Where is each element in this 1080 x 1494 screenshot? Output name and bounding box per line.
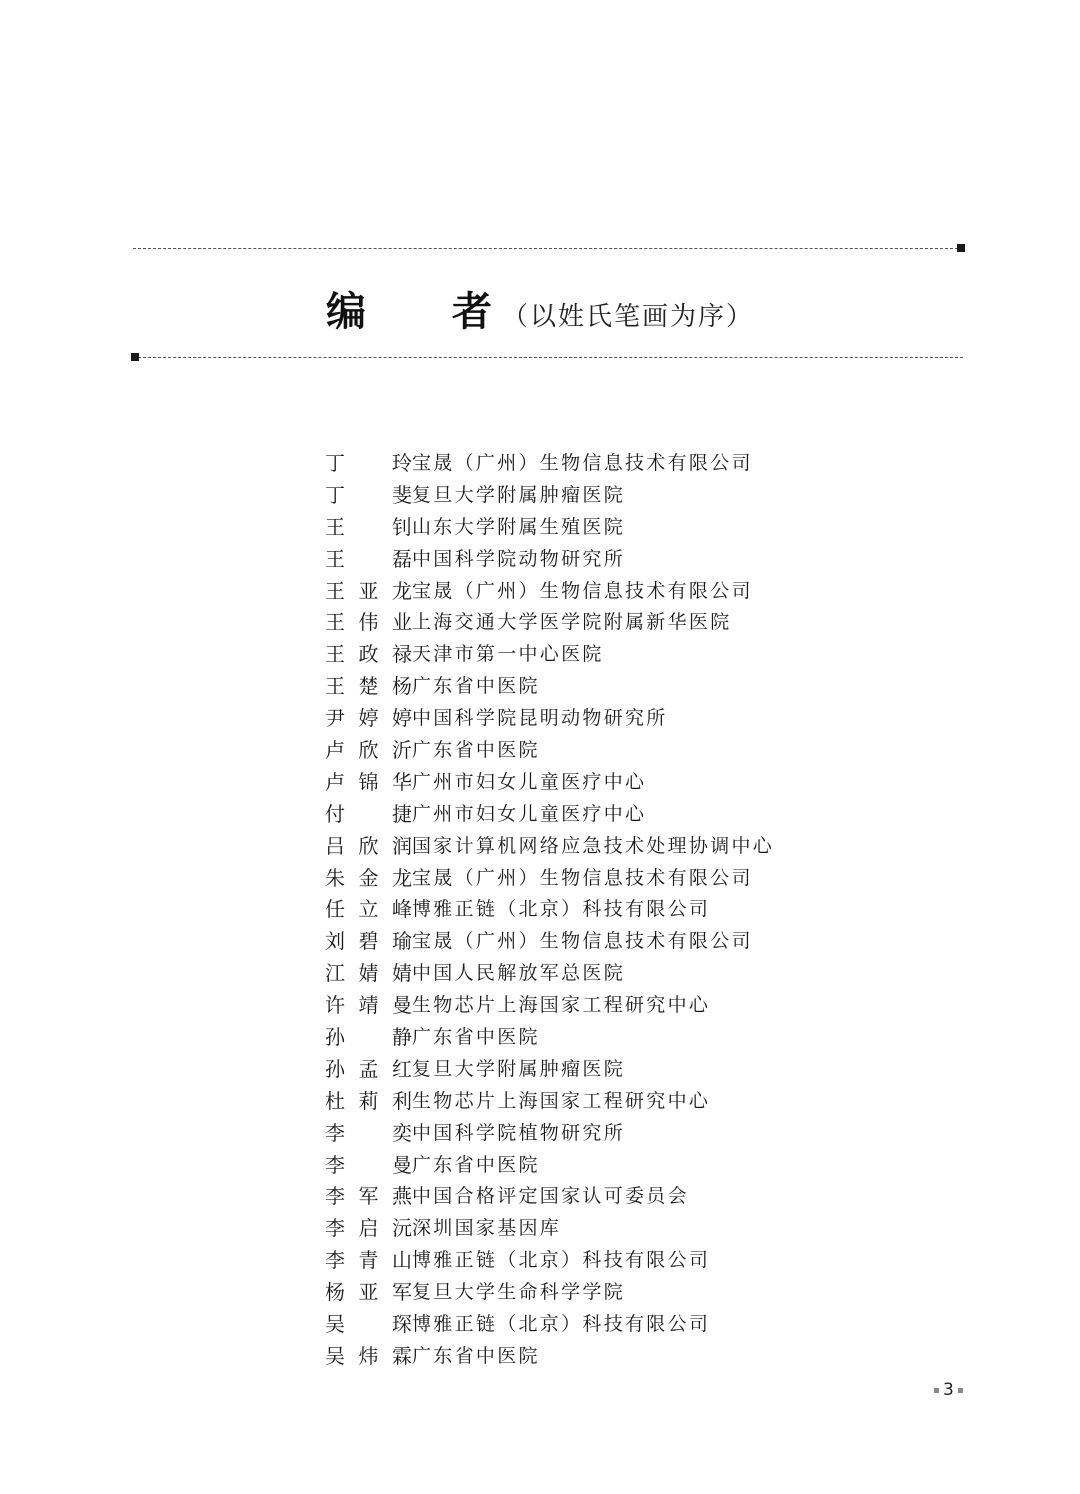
editor-row xyxy=(325,1181,965,1213)
editor-affiliation: 复旦大学附属肿瘤医院 xyxy=(412,1057,626,1080)
editor-name: 王楚杨 xyxy=(325,674,412,699)
editor-row xyxy=(325,831,965,863)
bottom-rule-square-marker xyxy=(131,353,139,361)
editor-name: 杜莉利 xyxy=(325,1088,412,1113)
section-heading xyxy=(0,280,1080,337)
editor-name: 卢欣沂 xyxy=(325,738,412,763)
editor-row xyxy=(325,544,965,576)
editor-affiliation: 中国人民解放军总医院 xyxy=(412,962,626,985)
editor-affiliation: 广东省中医院 xyxy=(412,1153,540,1176)
page-number-right-dot xyxy=(958,1388,963,1393)
editor-affiliation: 生物芯片上海国家工程研究中心 xyxy=(412,1089,711,1112)
editor-name: 李 曼 xyxy=(325,1152,412,1177)
editor-row xyxy=(325,576,965,608)
editor-name: 卢锦华 xyxy=(325,769,412,794)
editor-affiliation: 国家计算机网络应急技术处理协调中心 xyxy=(412,834,775,857)
editor-affiliation: 广州市妇女儿童医疗中心 xyxy=(412,802,647,825)
editor-row xyxy=(325,1054,965,1086)
editor-name: 吴炜霖 xyxy=(325,1343,412,1368)
editor-row xyxy=(325,1086,965,1118)
editor-row xyxy=(325,799,965,831)
editor-row xyxy=(325,1245,965,1277)
editor-name: 王伟业 xyxy=(325,610,412,635)
editor-affiliation: 山东大学附属生殖医院 xyxy=(412,515,626,538)
editor-affiliation: 博雅正链（北京）科技有限公司 xyxy=(412,1313,711,1336)
editor-name: 王政禄 xyxy=(325,642,412,667)
editor-row xyxy=(325,958,965,990)
heading-subtitle: （以姓氏笔画为序） xyxy=(501,302,754,332)
editor-affiliation: 中国科学院昆明动物研究所 xyxy=(412,707,668,730)
editor-row xyxy=(325,1150,965,1182)
heading-title: 编 者 xyxy=(326,289,528,335)
editor-name: 刘碧瑜 xyxy=(325,929,412,954)
editor-name: 朱金龙 xyxy=(325,865,412,890)
editor-affiliation: 复旦大学生命科学学院 xyxy=(412,1281,626,1304)
editor-name: 王 磊 xyxy=(325,546,412,571)
editor-row xyxy=(325,1022,965,1054)
editor-name: 王亚龙 xyxy=(325,578,412,603)
editor-name: 尹婷婷 xyxy=(325,706,412,731)
editor-affiliation: 宝晟（广州）生物信息技术有限公司 xyxy=(412,930,753,953)
editor-name: 吕欣润 xyxy=(325,833,412,858)
editor-row xyxy=(325,671,965,703)
editor-name: 李青山 xyxy=(325,1248,412,1273)
editor-affiliation: 宝晟（广州）生物信息技术有限公司 xyxy=(412,452,753,474)
editor-affiliation: 广东省中医院 xyxy=(412,1344,540,1367)
editor-name: 许靖曼 xyxy=(325,993,412,1018)
editor-name: 王 钊 xyxy=(325,514,412,539)
editor-affiliation: 生物芯片上海国家工程研究中心 xyxy=(412,994,711,1017)
editor-row xyxy=(325,863,965,895)
editor-affiliation: 宝晟（广州）生物信息技术有限公司 xyxy=(412,579,753,602)
editor-row xyxy=(325,607,965,639)
editor-affiliation: 中国科学院动物研究所 xyxy=(412,547,626,570)
editor-name: 丁 玲 xyxy=(325,451,412,475)
editor-affiliation: 中国合格评定国家认可委员会 xyxy=(412,1185,689,1208)
editor-name: 吴 琛 xyxy=(325,1312,412,1337)
editor-row xyxy=(325,639,965,671)
editor-affiliation: 广东省中医院 xyxy=(412,1026,540,1049)
editor-name: 李军燕 xyxy=(325,1184,412,1209)
page-number-left-dot xyxy=(934,1388,939,1393)
editor-name: 杨亚军 xyxy=(325,1280,412,1305)
editor-row xyxy=(325,926,965,958)
editor-affiliation: 中国科学院植物研究所 xyxy=(412,1121,626,1144)
editor-name: 任立峰 xyxy=(325,897,412,922)
editor-row xyxy=(325,735,965,767)
editor-row xyxy=(325,1213,965,1245)
editor-affiliation: 复旦大学附属肿瘤医院 xyxy=(412,483,626,506)
editor-name: 孙 静 xyxy=(325,1025,412,1050)
editor-name: 丁 斐 xyxy=(325,482,412,507)
editor-affiliation: 广东省中医院 xyxy=(412,675,540,698)
editor-name: 付 捷 xyxy=(325,801,412,826)
editor-affiliation: 广东省中医院 xyxy=(412,739,540,762)
editor-affiliation: 上海交通大学医学院附属新华医院 xyxy=(412,611,732,634)
editor-list xyxy=(325,448,965,1373)
editor-affiliation: 广州市妇女儿童医疗中心 xyxy=(412,770,647,793)
editor-row xyxy=(325,512,965,544)
editor-affiliation: 博雅正链（北京）科技有限公司 xyxy=(412,1249,711,1272)
top-rule-square-marker xyxy=(957,244,965,252)
editor-row xyxy=(325,990,965,1022)
editor-row xyxy=(325,1118,965,1150)
editor-row xyxy=(325,703,965,735)
editor-row xyxy=(325,1341,965,1373)
editor-row xyxy=(325,1309,965,1341)
editor-row xyxy=(325,767,965,799)
editor-row xyxy=(325,480,965,512)
editor-name: 孙孟红 xyxy=(325,1056,412,1081)
editor-row xyxy=(325,448,965,480)
bottom-dashed-rule xyxy=(133,357,963,358)
top-dashed-rule xyxy=(133,248,963,249)
editor-name: 江婧婧 xyxy=(325,961,412,986)
editor-affiliation: 深圳国家基因库 xyxy=(412,1217,562,1240)
editor-affiliation: 博雅正链（北京）科技有限公司 xyxy=(412,898,711,921)
editor-name: 李启沅 xyxy=(325,1216,412,1241)
page-number: 3 xyxy=(943,1380,954,1400)
editor-row xyxy=(325,1277,965,1309)
editor-row xyxy=(325,894,965,926)
editor-name: 李 奕 xyxy=(325,1120,412,1145)
editor-affiliation: 宝晟（广州）生物信息技术有限公司 xyxy=(412,866,753,889)
page-number-footer xyxy=(930,1380,967,1400)
editor-affiliation: 天津市第一中心医院 xyxy=(412,643,604,666)
